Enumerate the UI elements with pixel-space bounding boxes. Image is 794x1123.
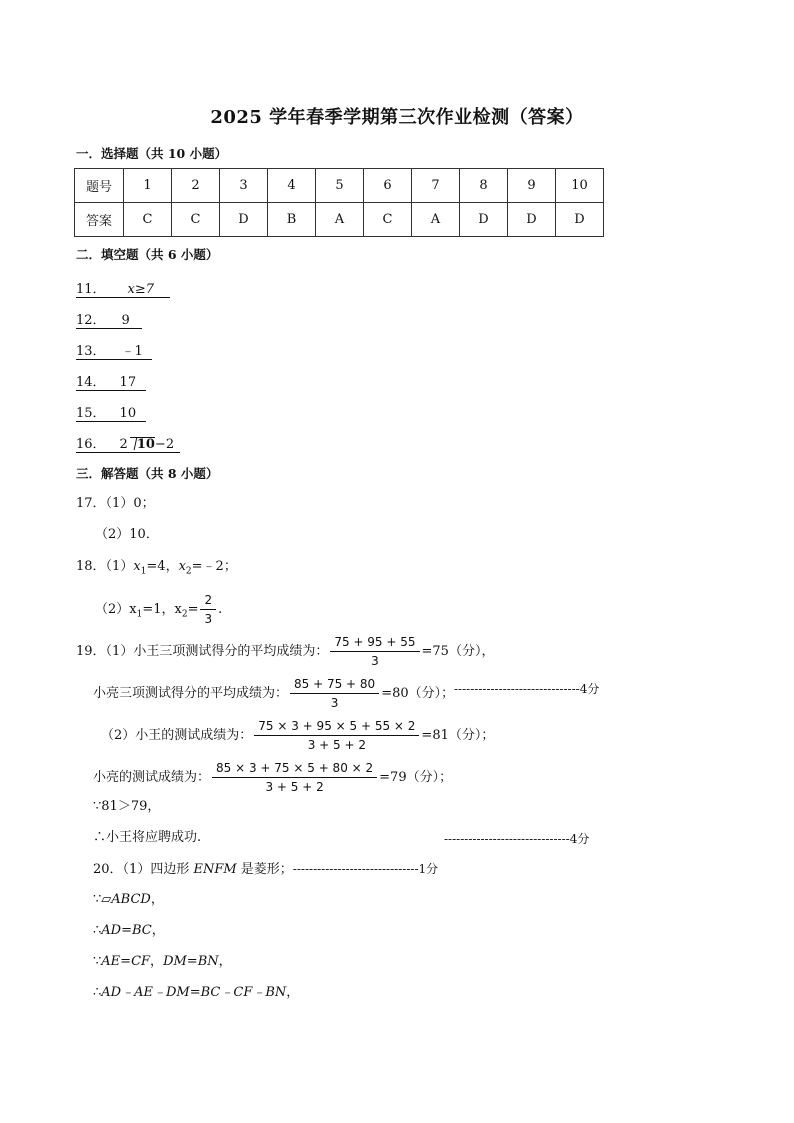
table-cell: A [316,203,364,237]
q19-line5: ∵81＞79， [93,799,161,814]
answer-table [74,168,604,237]
section-heading-solve: 三．解答题（共 8 小题） [76,466,219,481]
fraction: $\frac{75 \times 3 + 95 \times 5 + 55 \times 2}{3 + 5 + 2}$ [254,718,419,753]
q20-line4: ∵AE=CF，DM=BN， [93,954,232,969]
table-row-numbers [75,169,604,203]
q19-line4: 小亮的测试成绩为： $\frac{85 \times 3 + 75 \times 5 + 80 \times 2}{3 + 5 + 2}$ =79（分）； [93,761,453,794]
table-cell: C [172,203,220,237]
table-cell: 7 [412,169,460,203]
fill-answer-13: 13． ﹣1 [76,340,152,360]
q20-line1: 20．（1）四边形 ENFM 是菱形；-------------------------------1分 [93,862,439,877]
table-cell: 3 [220,169,268,203]
q19-line1: 19．（1）小王三项测试得分的平均成绩为： $\frac{75 + 95 + 55}{3}$ =75（分）， [76,635,495,668]
fill-answer-11: 11． x≥7 [76,278,170,298]
fraction: $\frac{75 + 95 + 55}{3}$ [330,634,419,669]
fraction: $\frac{2}{3}$ [200,592,216,627]
table-cell: 2 [172,169,220,203]
q19-line6: ∴小王将应聘成功. [93,830,202,845]
q20-line5: ∴AD﹣AE﹣DM=BC﹣CF﹣BN， [93,985,300,1000]
table-cell: C [124,203,172,237]
fill-answer-16: 16． 2 10−2 [76,433,180,453]
table-cell: D [220,203,268,237]
q18-part1: 18．$(1)x_1=4$，$x_2=﹣2$； [76,559,237,577]
table-cell: 4 [268,169,316,203]
q17-part2: （2）10． [95,527,159,542]
table-cell: C [364,203,412,237]
table-cell: D [508,203,556,237]
score-marker: -------------------------------4分 [454,682,600,696]
q17-part1: 17．（1）0； [76,496,155,511]
table-cell: 9 [508,169,556,203]
score-marker: -------------------------------4分 [444,832,590,846]
fraction: $\frac{85 \times 3 + 75 \times 5 + 80 \times 2}{3 + 5 + 2}$ [212,760,377,795]
table-cell: 8 [460,169,508,203]
table-cell: 1 [124,169,172,203]
page-title: 2025 学年春季学期第三次作业检测（答案） [210,107,584,128]
q18-part2: $(2)x_1=1$，$x_2=$ $\frac{2}{3}$ . [95,593,223,626]
score-marker: -------------------------------1分 [292,862,439,876]
table-header-cell: 题号 [75,169,124,203]
q19-line2: 小亮三项测试得分的平均成绩为： $\frac{85 + 75 + 80}{3}$ =80（分）； [93,677,455,710]
table-header-cell: 答案 [75,203,124,237]
table-row-answers [75,203,604,237]
section-heading-choice: 一．选择题（共 10 小题） [76,146,228,161]
fill-answer-12: 12． 9 [76,309,142,329]
section-heading-fill: 二．填空题（共 6 小题） [76,247,219,262]
q19-line3: （2）小王的测试成绩为： $\frac{75 \times 3 + 95 \times 5 + 55 \times 2}{3 + 5 + 2}$ =81（分）； [101,719,495,752]
table-cell: 6 [364,169,412,203]
table-cell: D [556,203,604,237]
q20-line2: ∵▱ABCD， [93,892,164,907]
fill-answer-14: 14． 17 [76,371,146,391]
table-cell: B [268,203,316,237]
fill-answer-15: 15． 10 [76,402,146,422]
q20-line3: ∴AD=BC， [93,923,165,938]
table-cell: D [460,203,508,237]
table-cell: 5 [316,169,364,203]
table-cell: A [412,203,460,237]
fraction: $\frac{85 + 75 + 80}{3}$ [290,676,379,711]
table-cell: 10 [556,169,604,203]
